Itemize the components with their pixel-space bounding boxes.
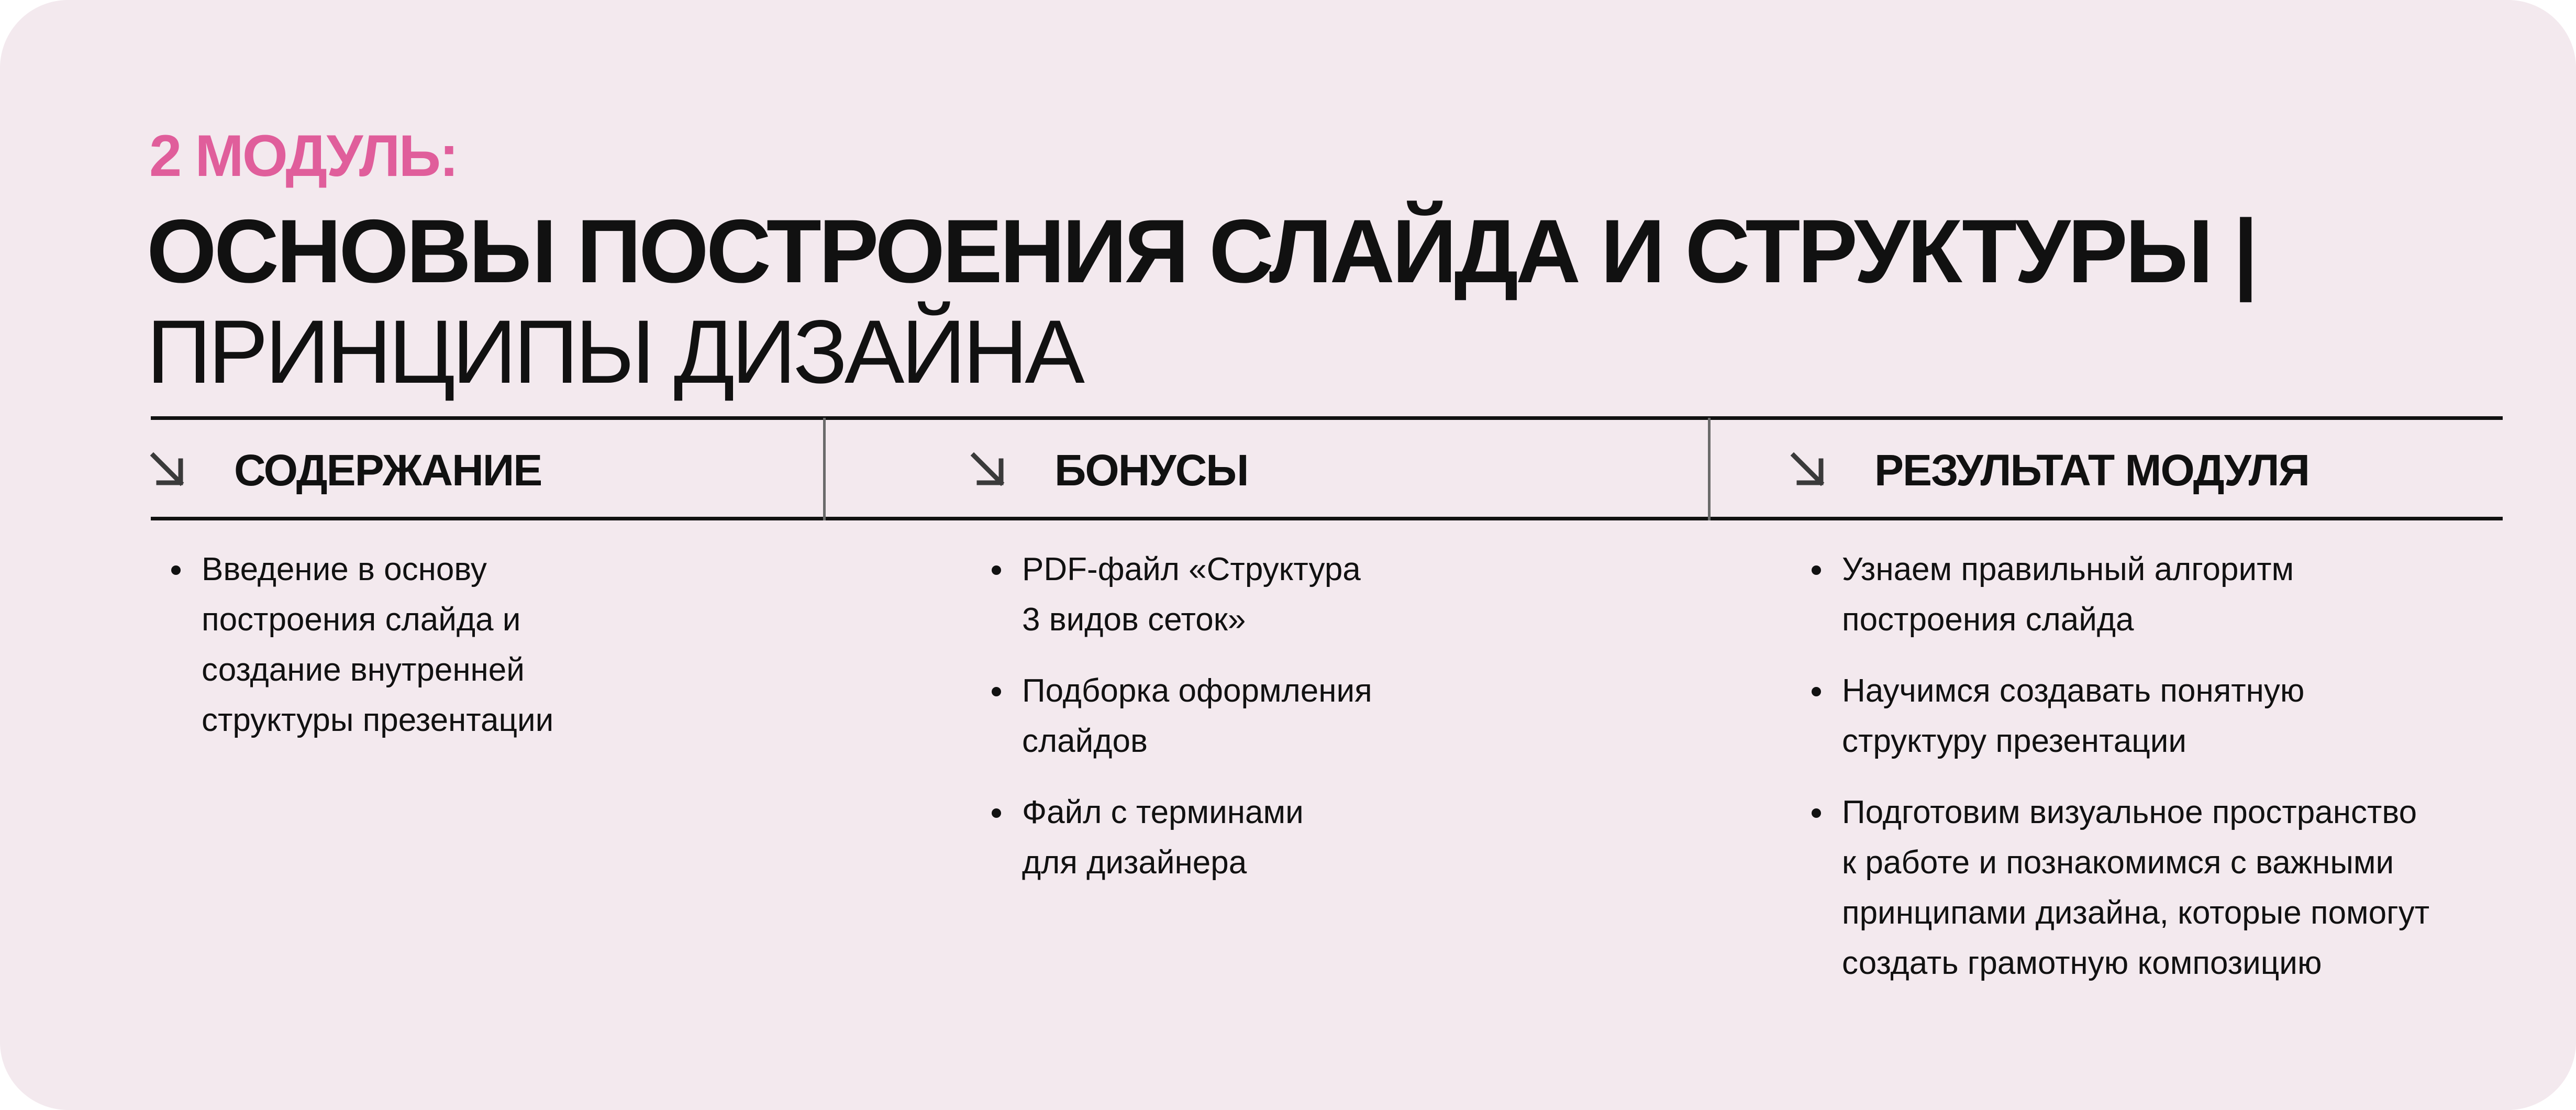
column-heading: СОДЕРЖАНИЕ <box>234 445 542 495</box>
results-list <box>1790 545 2429 1009</box>
list-item: Файл с терминами для дизайнера <box>1022 787 1372 888</box>
list-item: Введение в основу построения слайда и создание внутренней структуры презентации <box>202 545 553 746</box>
list-item: Узнаем правильный алгоритм построения слайда <box>1842 545 2429 645</box>
contents-list <box>149 545 553 767</box>
column-header-bonuses <box>970 439 1248 502</box>
list-item: PDF-файл «Структура 3 видов сеток» <box>1022 545 1372 645</box>
column-heading: РЕЗУЛЬТАТ МОДУЛЯ <box>1874 445 2309 495</box>
list-item: Подборка оформления слайдов <box>1022 666 1372 767</box>
column-heading: БОНУСЫ <box>1054 445 1248 495</box>
list-item: Подготовим визуальное пространство к работе и познакомимся с важными принципами дизайна, которые помогут создать грамотную композицию <box>1842 787 2429 989</box>
table-header-divider <box>151 517 2503 520</box>
arrow-down-right-icon <box>970 451 1007 489</box>
column-header-results <box>1790 439 2309 502</box>
table-top-divider <box>151 416 2503 420</box>
arrow-down-right-icon <box>149 451 187 489</box>
column-header-contents <box>149 439 541 502</box>
column-divider <box>1708 418 1711 520</box>
column-divider <box>823 418 826 520</box>
list-item: Научимся создавать понятную структуру презентации <box>1842 666 2429 767</box>
module-title: ОСНОВЫ ПОСТРОЕНИЯ СЛАЙДА И СТРУКТУРЫ | <box>147 201 2256 302</box>
bonuses-list <box>970 545 1372 909</box>
module-subtitle: ПРИНЦИПЫ ДИЗАЙНА <box>147 302 1082 402</box>
module-number-label: 2 МОДУЛЬ: <box>149 123 458 188</box>
arrow-down-right-icon <box>1790 451 1827 489</box>
